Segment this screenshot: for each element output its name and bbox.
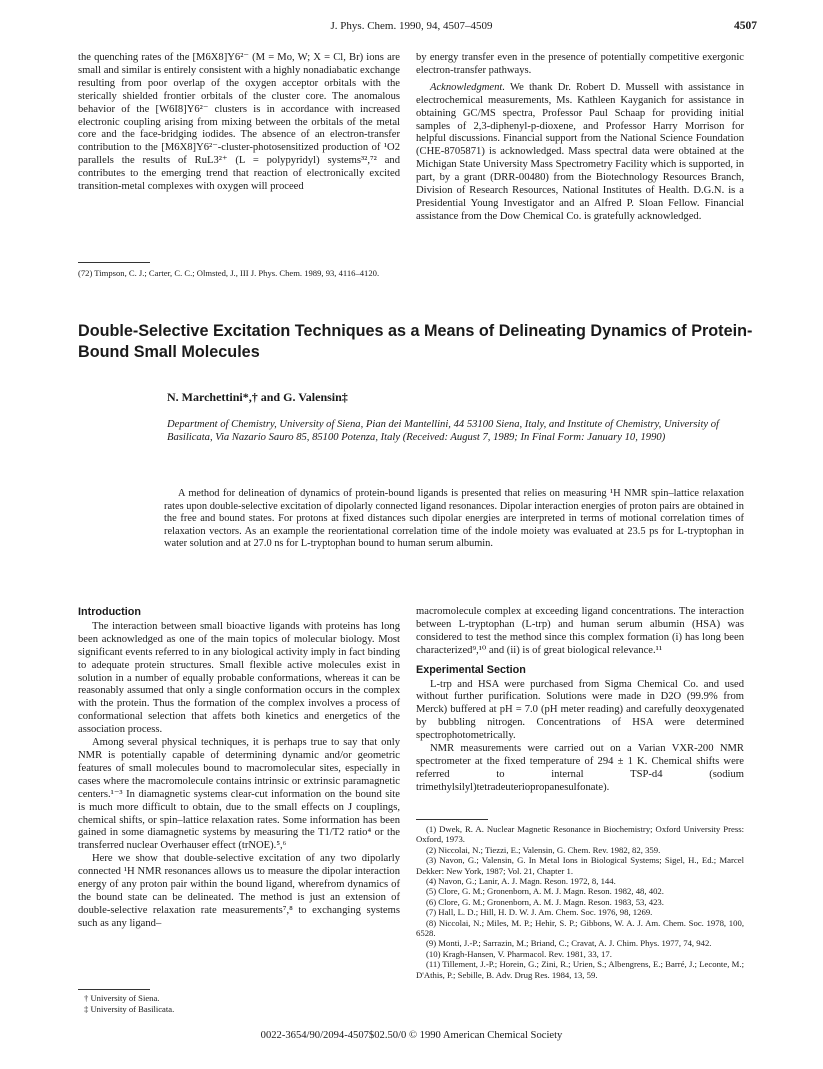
- introduction-paragraph-2: Among several physical techniques, it is perhaps true to say that only NMR is potentially capable of determining dynamic and/or geometric features of small molecules bound to macromolecular sites, especially in cases where the macromolecule contains intrinsic or extrinsic paramagnetic centers.¹⁻³ In diamagnetic systems clear-cut information on the bound site is much more difficult to obtain, due to the small effects on J couplings, chemical shifts, or spin–lattice relaxation rates. Some information has been gained in some diamagnetic systems by measuring the T1/T2 ratio⁴ or the transferred nuclear Overhauser effect (trNOE).⁵,⁶: [78, 737, 400, 852]
- reference-list: [416, 824, 744, 980]
- experimental-paragraph-2: NMR measurements were carried out on a Varian VXR-200 NMR spectrometer at the fixed temperature of 294 ± 1 K. Chemical shifts were referred to internal TSP-d4 (sodium trimethylsilyl)tetradeuteriopropanesulfonate).: [416, 743, 744, 793]
- reference-item: (10) Kragh-Hansen, V. Pharmacol. Rev. 1981, 33, 17.: [426, 948, 612, 959]
- reference-item: (3) Navon, G.; Valensin, G. In Metal Ions in Biological Systems; Sigel, H., Ed.; Marcel Dekker: New York, 1987; Vol. 21, Chapter 1.: [416, 855, 744, 876]
- reference-item: (4) Navon, G.; Lanir, A. J. Magn. Reson. 1972, 8, 144.: [426, 876, 616, 887]
- acknowledgment: [416, 82, 744, 224]
- article-affiliation: Department of Chemistry, University of Siena, Pian dei Mantellini, 44 53100 Siena, Italy, and Institute of Chemistry, University of Basilicata, Via Nazario Sauro 85, 85100 Potenza, Italy (Received: August 7, 1989; In Final Form: January 10, 1990): [167, 419, 719, 443]
- reference-item: (5) Clore, G. M.; Gronenborn, A. M. J. Magn. Reson. 1982, 48, 402.: [426, 886, 664, 897]
- experimental-paragraph-1: L-trp and HSA were purchased from Sigma Chemical Co. and used without further purification. Solutions were made in D2O (99.9% from Merck) buffered at pH = 7.0 (pH meter reading) and carefully deoxygenated by bubbling nitrogen. Concentrations of HSA were determined spectrophotometrically.: [416, 678, 744, 742]
- affiliation-note-basilicata: ‡ University of Basilicata.: [84, 1003, 175, 1014]
- article-authors: N. Marchettini*,† and G. Valensin‡: [167, 390, 348, 404]
- introduction-paragraph-1: The interaction between small bioactive ligands with proteins has long been acknowledged as one of the main topics of molecular biology. Most significant events referred to in any biological activity imply in fact binding to adequate protein structures. Small flexible active molecules exist in solution in a number of equally probable conformations, whereas it can be reasonably assumed that only a single conformation occurs in the complex with the protein. Thus the formation of the complex involves a process of conformational selection that affets both kinetics and energetics of the association process.: [78, 620, 400, 736]
- previous-article-right-column: [416, 52, 744, 224]
- introduction-heading: Introduction: [78, 606, 141, 618]
- acknowledgment-text: We thank Dr. Robert D. Mussell with assistance in electrochemical measurements, Ms. Kathleen Kayganich for assistance in obtaining GC/MS spectra, Professor Paul Schaap for providing initial samples of 2,3-diphenyl-p-dioxene, and Professor Harry Morrison for helpful discussions. Financial support from the National Science Foundation (CHE-8705871) is acknowledged. Mass spectral data were obtained at the Michigan State University Mass Spectrometry Facility which is supported, in part, by a grant (DRR-00480) from the Biotechnology Resources Branch, Division of Research Resources, National Institutes of Health. D.G.N. is a Presidential Young Investigator and an Alfred P. Sloan Fellow. Financial assistance from the Dow Chemical Co. is gratefully acknowledged.: [416, 81, 744, 222]
- intro-continuation: macromolecule complex at exceeding ligand concentrations. The interaction between L-tryptophan (L-trp) and human serum albumin (HSA) was considered to test the method since this complex formation (i) has long been characterized⁹,¹⁰ and (ii) is of great biological relevance.¹¹: [416, 606, 744, 656]
- reference-item: (2) Niccolai, N.; Tiezzi, E.; Valensin, G. Chem. Rev. 1982, 82, 359.: [426, 844, 661, 855]
- introduction-paragraph-3: Here we show that double-selective excitation of any two dipolarly connected ¹H NMR resonances allows us to measure the dipolar interaction energy of any proton pair within the bound ligand, wherefrom dynamics of the bound state can be delineated. The method is just an extension of double-selective relaxation rate measurements⁷,⁸ to exchanging systems such as any ligand–: [78, 853, 400, 929]
- affiliation-notes: [84, 993, 384, 1014]
- reference-item: (6) Clore, G. M.; Gronenborn, A. M. J. Magn. Reson. 1983, 53, 423.: [426, 896, 664, 907]
- previous-article-paragraph: the quenching rates of the [M6X8]Y6²⁻ (M = Mo, W; X = Cl, Br) ions are small and similar is entirely consistent with a highly nonadiabatic exchange resulting from poor overlap of the oxygen acceptor orbitals with the sterically shielded frontier orbitals of the cluster core. The anomalous behavior of the [W6I8]Y6²⁻ clusters is in accordance with increased electronic coupling arising from mixing between the orbitals of the metal core and the face-bridging iodides. The absence of an electron-transfer contribution to the [M6X8]Y6²⁻-cluster-photosensitized production of ¹O2 parallels the results of RuL3²⁺ (L = polypyridyl) systems³²,⁷² and contributes to the emerging trend that reaction of electronically excited transition-metal complexes with oxygen will proceed: [78, 52, 400, 193]
- reference-item: (1) Dwek, R. A. Nuclear Magnetic Resonance in Biochemistry; Oxford University Press: Oxford, 1973.: [416, 824, 744, 845]
- copyright-footer: 0022-3654/90/2094-4507$02.50/0 © 1990 American Chemical Society: [260, 1030, 563, 1041]
- footnote-rule: [78, 262, 150, 263]
- page-number: 4507: [734, 20, 757, 32]
- article-title: Double-Selective Excitation Techniques as a Means of Delineating Dynamics of Protein-Bound Small Molecules: [78, 322, 753, 361]
- reference-item: (9) Monti, J.-P.; Sarrazin, M.; Briand, C.; Cravat, A. J. Chim. Phys. 1977, 74, 942.: [426, 938, 712, 949]
- affiliation-notes-rule: [78, 989, 150, 990]
- introduction-section: [78, 606, 400, 931]
- reference-item: (8) Niccolai, N.; Miles, M. P.; Hehir, S. P.; Gibbons, W. A. J. Am. Chem. Soc. 1978, 100, 6528.: [416, 917, 744, 939]
- references-rule: [416, 819, 488, 820]
- previous-article-footnote: (72) Timpson, C. J.; Carter, C. C.; Olmsted, J., III J. Phys. Chem. 1989, 93, 4116–4120.: [78, 268, 380, 278]
- abstract-text: A method for delineation of dynamics of protein-bound ligands is presented that relies on measuring ¹H NMR spin–lattice relaxation rates upon double-selective excitation of dipolarly connected ligand resonances. Dipolar interaction energies of proton pairs are obtained in the free and bound states. For protons at fixed distances such dipolar energies are interpreted in terms of motional correlation times of relaxation vectors. As an example the reorientational correlation time of the indole moiety was evaluated at 23.5 ps for L-tryptophan in water solution and at 27.0 ns for L-tryptophan bound to human serum albumin.: [164, 488, 744, 549]
- experimental-heading: Experimental Section: [416, 663, 526, 676]
- previous-article-conclusion: by energy transfer even in the presence of potentially competitive exergonic electron-transfer pathways.: [416, 52, 744, 76]
- reference-item: (7) Hall, L. D.; Hill, H. D. W. J. Am. Chem. Soc. 1976, 98, 1269.: [426, 907, 653, 918]
- right-column-body: [416, 606, 744, 795]
- journal-citation: J. Phys. Chem. 1990, 94, 4507–4509: [330, 20, 493, 32]
- running-header: [0, 20, 823, 36]
- reference-item: (11) Tillement, J.-P.; Horein, G.; Zini, R.; Urien, S.; Albengrens, E.; Barré, J.; Leconte, M.; D'Athis, P.; Sebille, B. Adv. Drug Res. 1984, 13, 59.: [416, 959, 744, 980]
- affiliation-note-siena: † University of Siena.: [84, 993, 160, 1003]
- previous-article-text: [78, 52, 400, 194]
- article-abstract: [164, 488, 744, 551]
- acknowledgment-label: Acknowledgment.: [430, 81, 506, 93]
